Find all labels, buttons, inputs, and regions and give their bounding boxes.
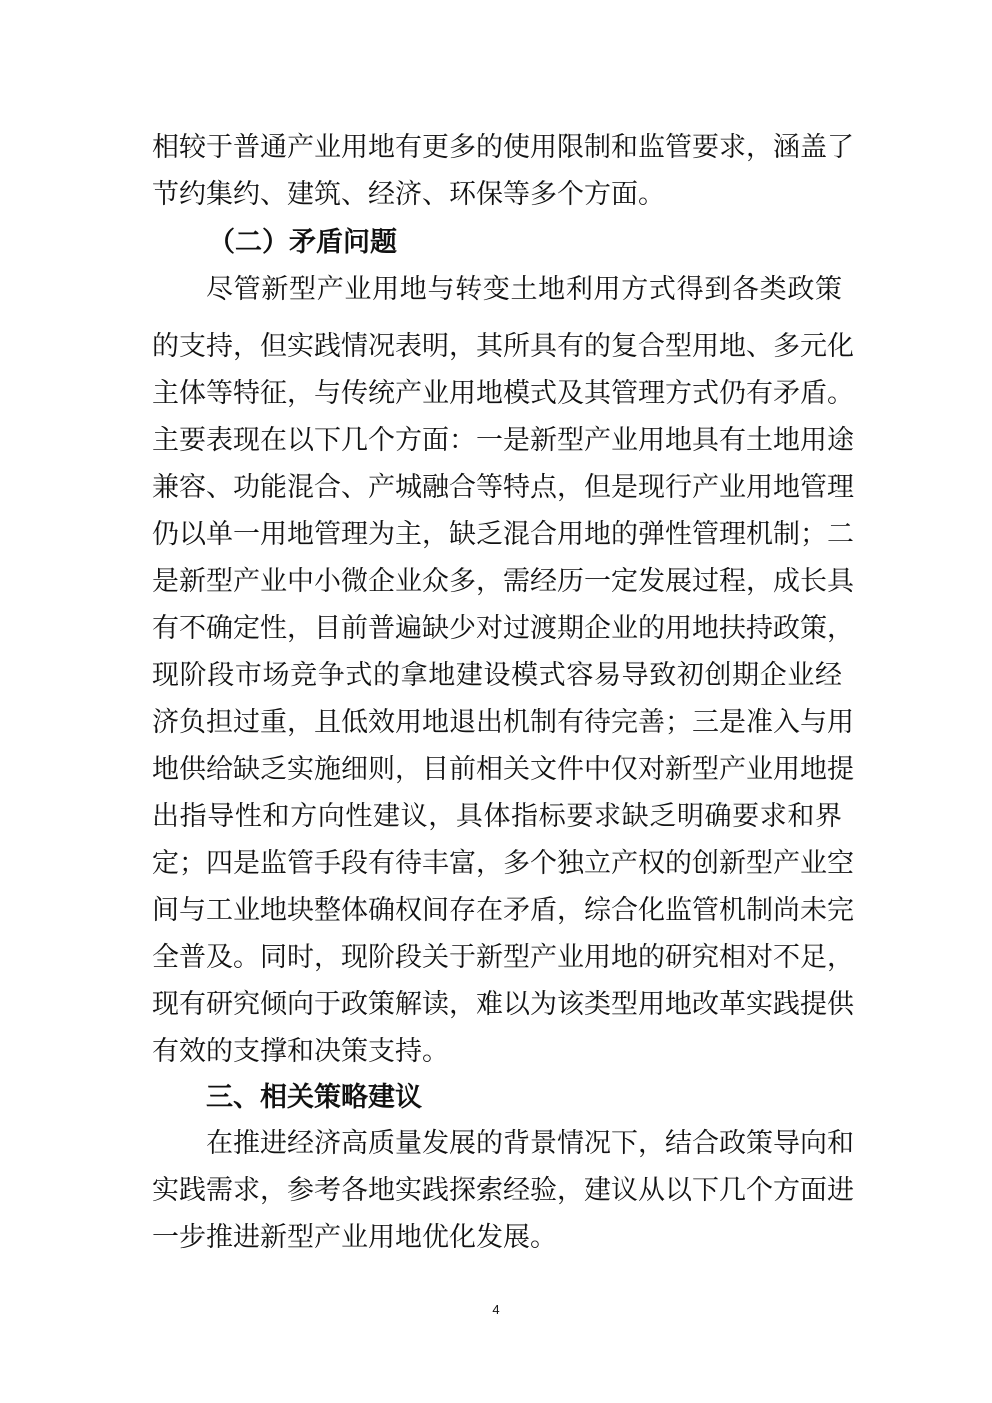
paragraph-line: 一步推进新型产业用地优化发展。 [152,1222,557,1253]
paragraph-line: 定；四是监管手段有待丰富，多个独立产权的创新型产业空 [152,848,854,879]
paragraph-line: 济负担过重，且低效用地退出机制有待完善；三是准入与用 [152,707,854,738]
section-heading: 三、相关策略建议 [206,1082,422,1113]
paragraph-line: 节约集约、建筑、经济、环保等多个方面。 [152,179,665,210]
paragraph-line: 主体等特征，与传统产业用地模式及其管理方式仍有矛盾。 [152,378,854,409]
subsection-heading: （二）矛盾问题 [208,227,397,258]
paragraph-line: 实践需求，参考各地实践探索经验，建议从以下几个方面进 [152,1175,854,1206]
paragraph-line: 出指导性和方向性建议，具体指标要求缺乏明确要求和界 [152,801,842,832]
paragraph-line: 有不确定性，目前普遍缺少对过渡期企业的用地扶持政策， [152,613,854,644]
paragraph-line: 尽管新型产业用地与转变土地利用方式得到各类政策 [206,274,842,305]
paragraph-line: 仍以单一用地管理为主，缺乏混合用地的弹性管理机制；二 [152,519,854,550]
paragraph-line: 是新型产业中小微企业众多，需经历一定发展过程，成长具 [152,566,854,597]
paragraph-line: 间与工业地块整体确权间存在矛盾，综合化监管机制尚未完 [152,895,854,926]
paragraph-line: 相较于普通产业用地有更多的使用限制和监管要求，涵盖了 [152,132,854,163]
paragraph-line: 地供给缺乏实施细则，目前相关文件中仅对新型产业用地提 [152,754,854,785]
paragraph-line: 现阶段市场竞争式的拿地建设模式容易导致初创期企业经 [152,660,842,691]
paragraph-line: 兼容、功能混合、产城融合等特点，但是现行产业用地管理 [152,472,854,503]
paragraph-line: 主要表现在以下几个方面：一是新型产业用地具有土地用途 [152,425,854,456]
paragraph-line: 的支持，但实践情况表明，其所具有的复合型用地、多元化 [152,331,854,362]
paragraph-line: 有效的支撑和决策支持。 [152,1036,449,1067]
paragraph-line: 在推进经济高质量发展的背景情况下，结合政策导向和 [206,1128,854,1159]
paragraph-line: 全普及。同时，现阶段关于新型产业用地的研究相对不足， [152,942,854,973]
paragraph-line: 现有研究倾向于政策解读，难以为该类型用地改革实践提供 [152,989,854,1020]
page-number: 4 [492,1302,500,1317]
